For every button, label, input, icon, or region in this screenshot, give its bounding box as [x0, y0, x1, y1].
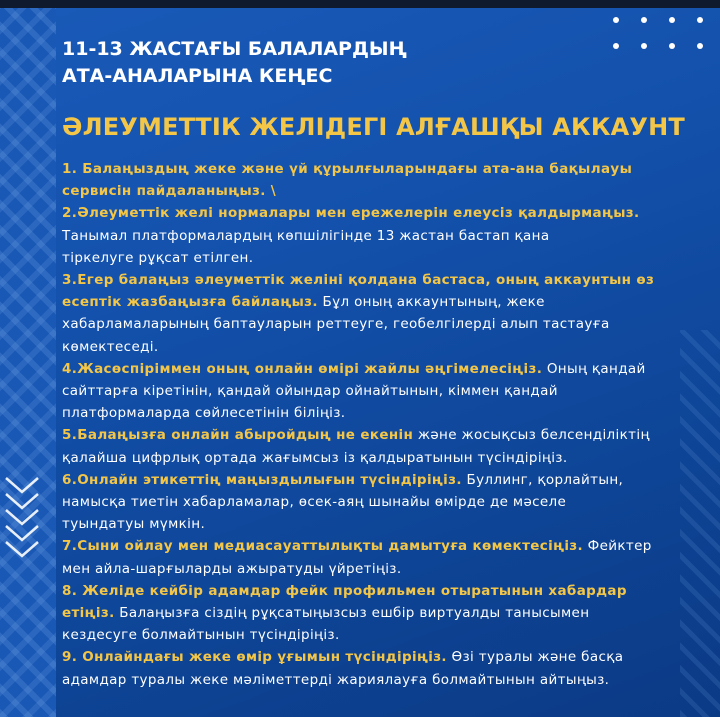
advice-highlight: 2.Әлеуметтік желі нормалары мен ережелерін елеусіз қалдырмаңыз. — [62, 205, 640, 222]
top-bar — [0, 0, 720, 8]
poster-subtitle: ӘЛЕУМЕТТІК ЖЕЛІДЕГІ АЛҒАШҚЫ АККАУНТ — [62, 113, 685, 141]
header-line-2: АТА-АНАЛАРЫНА КЕҢЕС — [62, 65, 333, 87]
advice-item-4 — [62, 358, 710, 425]
advice-mixed-line — [62, 535, 710, 557]
advice-text: Өзі туралы және басқа — [446, 649, 624, 666]
advice-mixed-line — [62, 646, 710, 668]
advice-highlight: 6.Онлайн этикеттің маңыздылығын түсіндіріңіз. — [62, 471, 462, 488]
advice-highlight: 5.Балаңызға онлайн абыройдың не екенін — [62, 427, 414, 444]
advice-text: адамдар туралы жеке мәліметтерді жариялауға болмайтынын айтыңыз. — [62, 671, 610, 688]
advice-mixed-line — [62, 602, 710, 624]
advice-highlight: есептік жазбаңызға байлаңыз. — [62, 294, 318, 311]
advice-text: кездесуге болмайтынын түсіндіріңіз. — [62, 627, 340, 644]
advice-highlight: етіңіз. — [62, 605, 115, 622]
advice-text: тіркелуге рұқсат етілген. — [62, 249, 254, 266]
advice-mixed-line — [62, 469, 710, 491]
advice-highlight: 3.Егер балаңыз әлеуметтік желіні қолдана бастаса, оның аккаунтын өз — [62, 272, 655, 289]
advice-item-9 — [62, 646, 710, 690]
advice-text: сайттарға кіретінін, қандай ойындар ойнайтынын, кіммен қандай — [62, 383, 558, 400]
advice-mixed-line — [62, 358, 710, 380]
advice-item-5 — [62, 424, 710, 468]
advice-text: мен айла-шарғыларды ажыратуды үйретіңіз. — [62, 560, 402, 577]
advice-highlight: 7.Сыни ойлау мен медиасауаттылықты дамытуға көмектесіңіз. — [62, 538, 583, 555]
chevron-decoration-icon — [2, 468, 42, 568]
header-line-1: 11-13 ЖАСТАҒЫ БАЛАЛАРДЫҢ — [62, 38, 407, 60]
advice-text: Бұл оның аккаунтының, жеке — [317, 294, 545, 311]
advice-list — [62, 158, 710, 691]
advice-text: хабарламаларының баптауларын реттеуге, геобелгілерді алып тастауға — [62, 316, 610, 333]
advice-highlight: 9. Онлайндағы жеке өмір ұғымын түсіндіріңіз. — [62, 649, 447, 666]
advice-text: туындатуы мүмкін. — [62, 516, 206, 533]
advice-text: қалайша цифрлық ортада жағымсыз із қалдыратынын түсіндіріңіз. — [62, 449, 568, 466]
advice-highlight: 1. Балаңыздың жеке және үй құрылғыларындағы ата-ана бақылауы — [62, 161, 633, 177]
advice-mixed-line — [62, 291, 710, 313]
advice-item-2 — [62, 202, 710, 269]
advice-text: платформаларда сөйлесетінін біліңіз. — [62, 405, 346, 422]
advice-item-6 — [62, 469, 710, 536]
advice-text: Танымал платформалардың көпшілігінде 13 жастан бастап қана — [62, 227, 550, 244]
advice-text: көмектеседі. — [62, 338, 159, 355]
advice-item-1 — [62, 158, 710, 202]
advice-item-8 — [62, 580, 710, 647]
advice-highlight: 8. Желіде кейбір адамдар фейк профильмен отыратынын хабардар — [62, 582, 627, 599]
advice-highlight: 4.Жасөспіріммен оның онлайн өмірі жайлы әңгімелесіңіз. — [62, 360, 543, 377]
advice-text: және жосықсыз белсенділіктің — [413, 427, 650, 444]
advice-mixed-line — [62, 424, 710, 446]
advice-text: Оның қандай — [542, 360, 646, 377]
advice-text: Буллинг, қорлайтын, — [461, 471, 624, 488]
advice-text: Фейктер — [582, 538, 652, 555]
advice-text: Балаңызға сіздің рұқсатыңызсыз ешбір виртуалды танысымен — [114, 605, 590, 622]
advice-item-3 — [62, 269, 710, 358]
advice-text: намысқа тиетін хабарламалар, өсек-аяң шынайы өмірде де мәселе — [62, 494, 567, 511]
poster-header — [62, 36, 662, 90]
advice-highlight: сервисін пайдаланыңыз. \ — [62, 183, 277, 200]
kazakh-ornament-border — [0, 8, 56, 717]
advice-item-7 — [62, 535, 710, 579]
